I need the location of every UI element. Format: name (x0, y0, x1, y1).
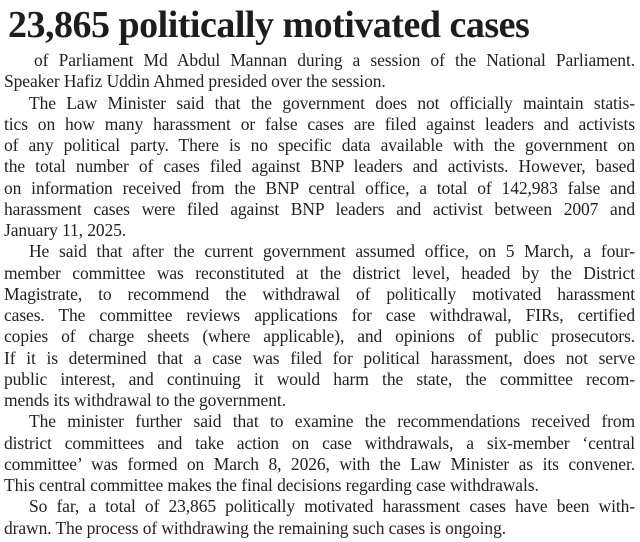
text-line: cases. The committee reviews applications for case withdrawal, FIRs, certified (4, 305, 635, 325)
text-line: harassment cases were filed against BNP leaders and activist between 2007 and (4, 198, 635, 219)
text-line: district committees and take action on case withdrawals, a six-member ‘central (4, 432, 635, 453)
article-headline: 23,865 politically motivated cases (8, 4, 530, 46)
text-line: If it is determined that a case was filed for political harassment, does not serve (4, 347, 635, 368)
text-line: Speaker Hafiz Uddin Ahmed presided over the session. (4, 71, 386, 92)
text-line: So far, a total of 23,865 politically motivated harassment cases have been with- (29, 496, 635, 517)
text-line: the total number of cases filed against BNP leaders and activists. However, based (4, 156, 635, 177)
text-line: The minister further said that to examine the recommendations received from (29, 411, 635, 432)
text-line: January 11, 2025. (4, 220, 127, 240)
text-line: of Parliament Md Abdul Mannan during a session of the National Parliament. (34, 50, 635, 70)
text-line: He said that after the current government assumed office, on 5 March, a four- (29, 241, 635, 262)
article-body (0, 50, 640, 539)
text-line: committee’ was formed on March 8, 2026, with the Law Minister as its convener. (4, 453, 635, 474)
text-line: member committee was reconstituted at the district level, headed by the District (4, 262, 635, 283)
paragraph (4, 411, 635, 496)
paragraph (4, 50, 635, 93)
paragraph (4, 93, 635, 242)
text-line: mends its withdrawal to the government. (4, 390, 286, 410)
text-line: of any political party. There is no specific data available with the government on (4, 135, 635, 155)
text-line: This central committee makes the final decisions regarding case withdrawals. (4, 475, 539, 495)
text-line: The Law Minister said that the government does not officially maintain statis- (29, 92, 635, 113)
text-line: copies of charge sheets (where applicable), and opinions of public prosecutors. (4, 326, 635, 347)
paragraph (4, 496, 635, 539)
text-line: tics on how many harassment or false cases are filed against leaders and activists (4, 113, 635, 134)
text-line: public interest, and continuing it would harm the state, the committee recom- (4, 368, 635, 389)
text-line: Magistrate, to recommend the withdrawal of politically motivated harassment (4, 283, 635, 304)
paragraph (4, 241, 635, 411)
text-line: drawn. The process of withdrawing the remaining such cases is ongoing. (4, 517, 507, 538)
text-line: on information received from the BNP central office, a total of 142,983 false and (4, 177, 635, 198)
